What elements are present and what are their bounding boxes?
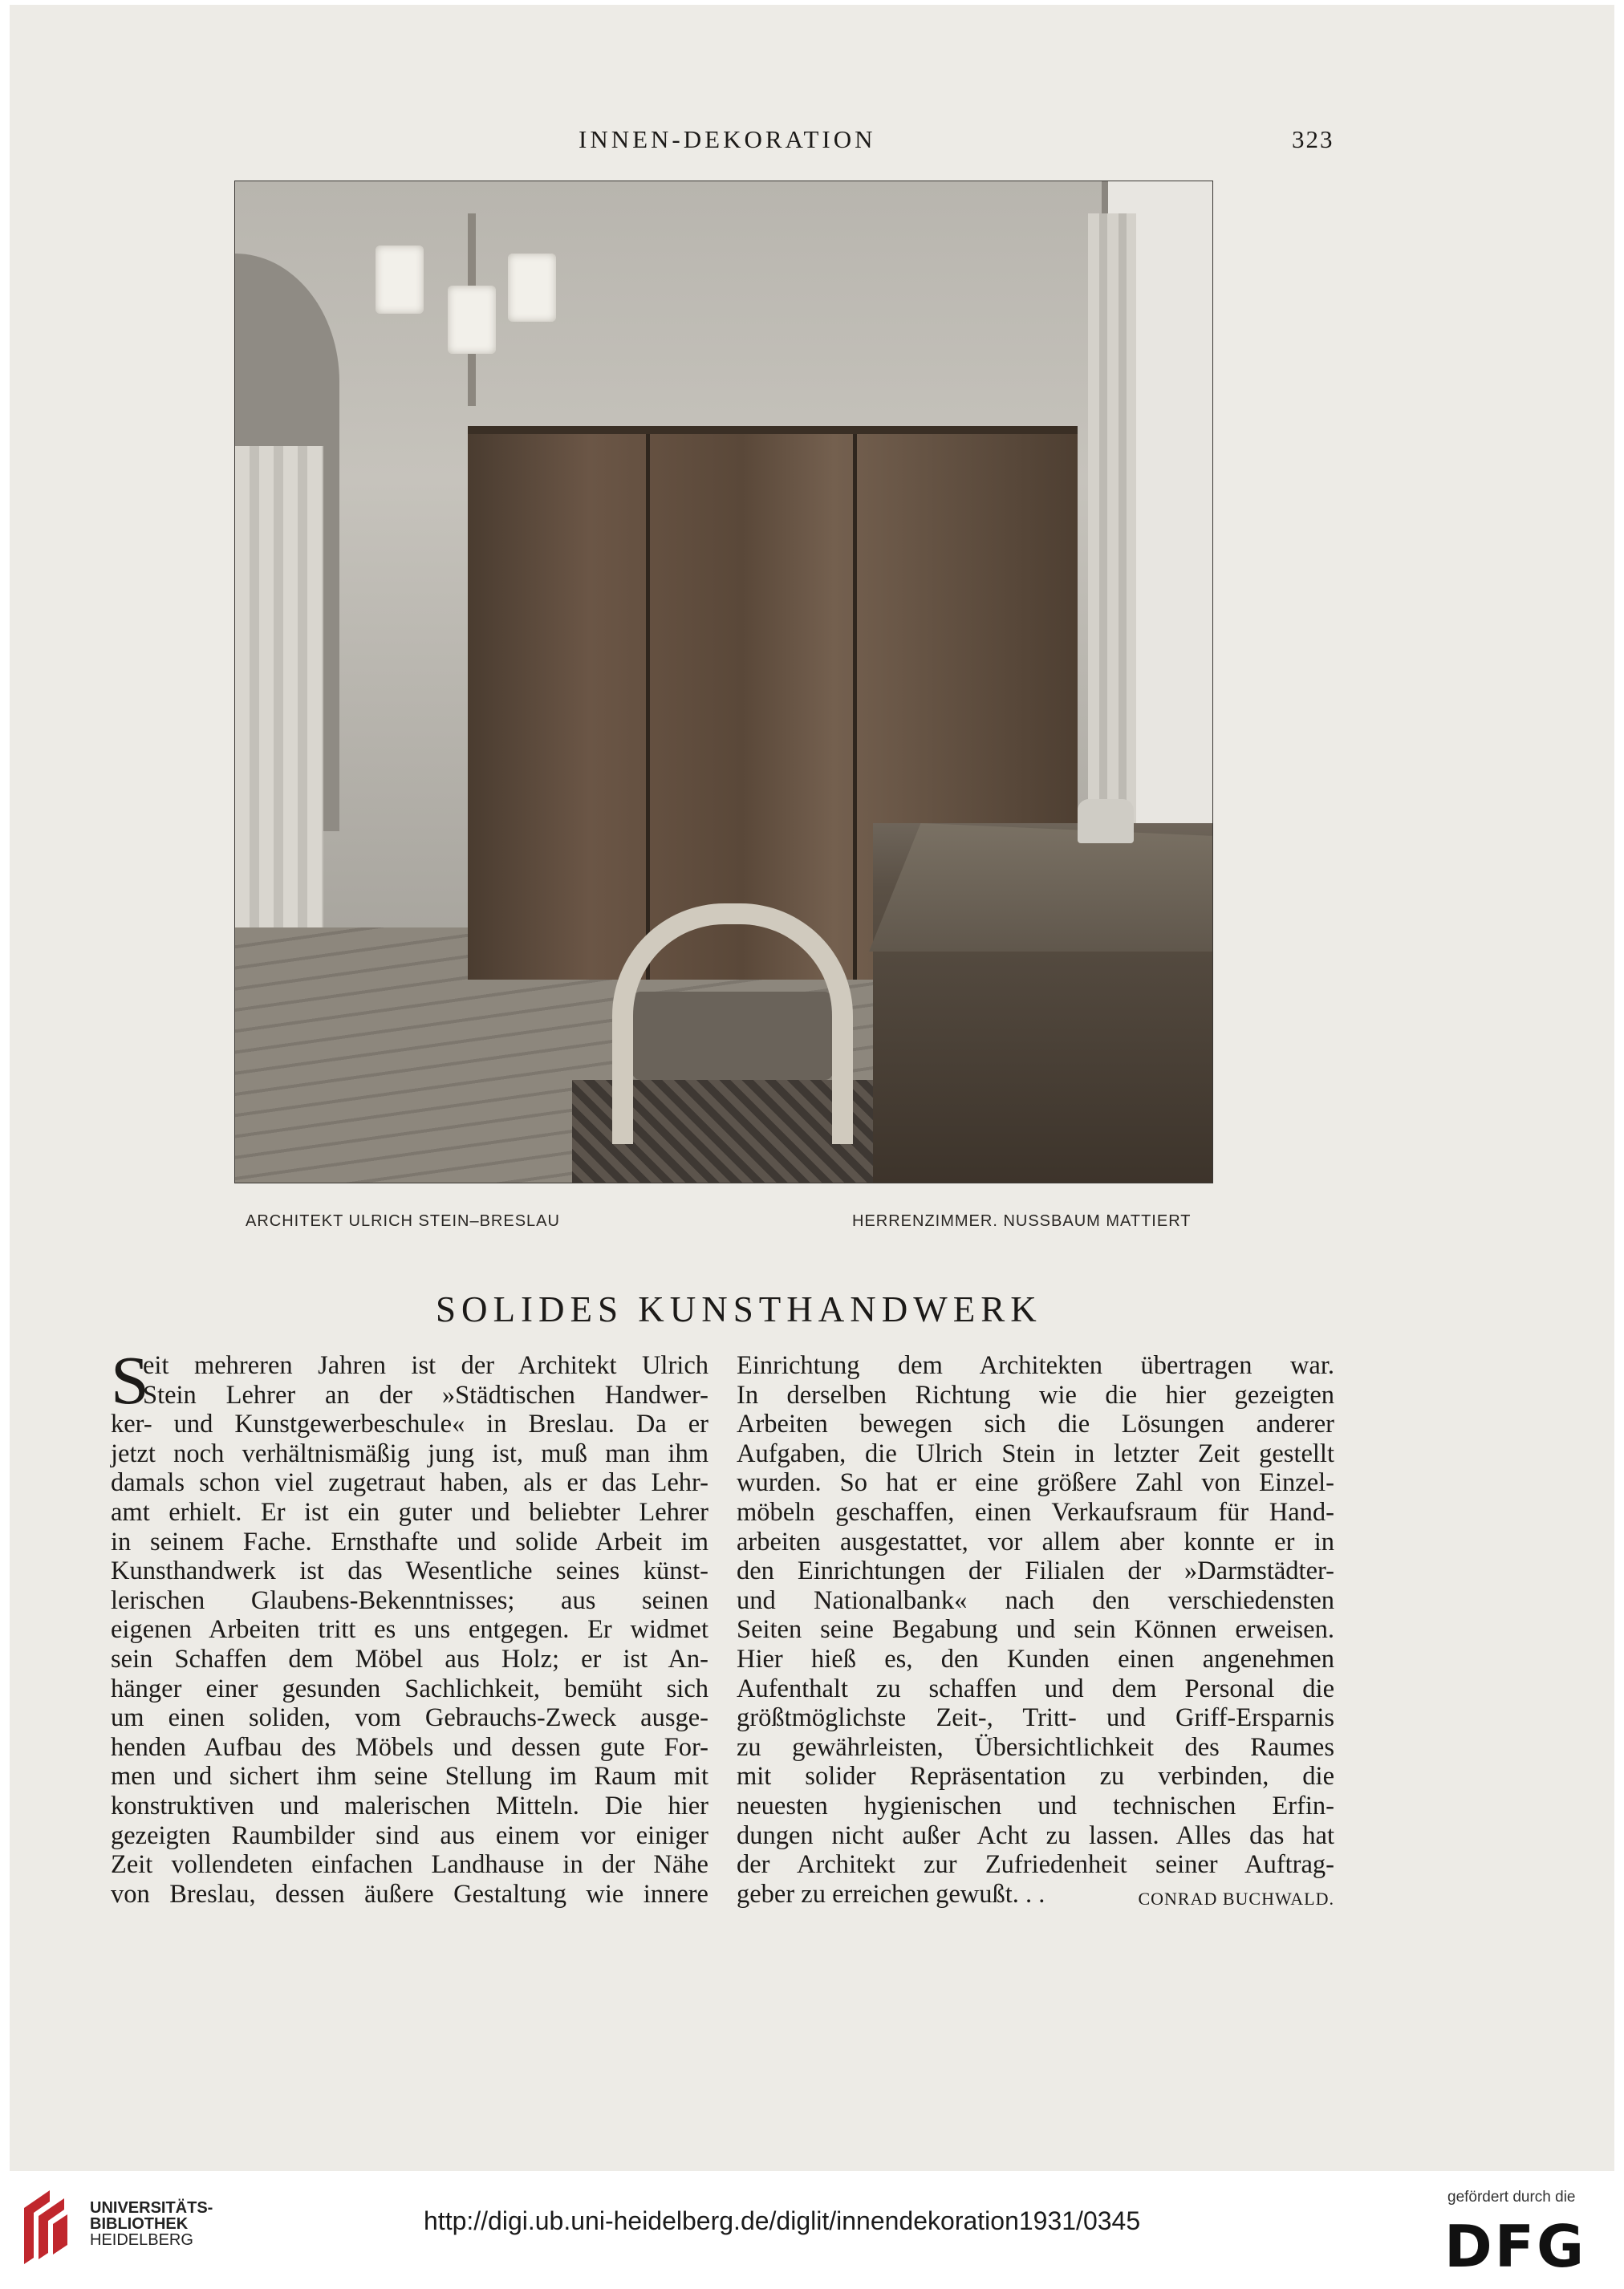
text-line: größtmöglichste Zeit-, Tritt- und Griff-Ersparnis — [737, 1703, 1334, 1733]
text-line: hänger einer gesunden Sachlichkeit, bemüht sich — [111, 1674, 708, 1703]
text-line: Aufgaben, die Ulrich Stein in letzter Zeit gestellt — [737, 1439, 1334, 1468]
text-line: jetzt noch verhältnismäßig jung ist, muß man ihm — [111, 1439, 708, 1468]
photo-credit: ARCHITEKT ULRICH STEIN–BRESLAU — [246, 1212, 560, 1230]
text-line: Arbeiten bewegen sich die Lösungen anderer — [737, 1410, 1334, 1439]
article-column-right — [737, 1351, 1334, 1909]
text-line: lerischen Glaubens-Bekenntnisses; aus seinen — [111, 1585, 708, 1615]
text-line-final — [737, 1880, 1334, 1910]
text-line: zu gewährleisten, Übersichtlichkeit des Raumes — [737, 1732, 1334, 1762]
text-line: In derselben Richtung wie die hier gezeigten — [737, 1380, 1334, 1410]
text-line: und Nationalbank« nach den verschiedensten — [737, 1585, 1334, 1615]
library-name-line: UNIVERSITÄTS- — [90, 2199, 213, 2217]
text-line: eit mehreren Jahren ist der Architekt Ulrich — [143, 1351, 708, 1380]
page-number: 323 — [1292, 125, 1334, 153]
text-line: arbeiten ausgestattet, vor allem aber konnte er in — [737, 1527, 1334, 1556]
running-title: INNEN-DEKORATION — [579, 125, 876, 153]
photo-desk-top — [869, 823, 1213, 952]
text-line: neuesten hygienischen und technischen Erfin- — [737, 1791, 1334, 1820]
text-line: konstruktiven und malerischen Mitteln. Die hier — [111, 1791, 708, 1820]
photo-caption: HERRENZIMMER. NUSSBAUM MATTIERT — [852, 1212, 1192, 1230]
permalink[interactable]: http://digi.ub.uni-heidelberg.de/diglit/innendekoration1931/0345 — [424, 2206, 1141, 2235]
text-line: möbeln geschaffen, einen Verkaufsraum für Hand- — [737, 1497, 1334, 1527]
text-line: Kunsthandwerk ist das Wesentliche seines künst- — [111, 1556, 708, 1586]
text-line: der Architekt zur Zufriedenheit seiner Auftrag- — [737, 1850, 1334, 1880]
photo-chair — [612, 903, 853, 1144]
photo-lamp-shade — [376, 246, 424, 314]
article-title: SOLIDES KUNSTHANDWERK — [436, 1289, 1042, 1329]
wardrobe-door-line — [646, 434, 650, 980]
text-line: Stein Lehrer an der »Städtischen Handwer- — [143, 1380, 708, 1410]
scanned-page — [10, 5, 1614, 2171]
text-line: amt erhielt. Er ist ein guter und beliebter Lehrer — [111, 1497, 708, 1527]
photo-telephone — [1078, 799, 1134, 843]
library-logo-icon — [18, 2184, 74, 2267]
photo-lamp-shade — [508, 254, 556, 322]
text-line: ker- und Kunstgewerbeschule« in Breslau. Da er — [111, 1410, 708, 1439]
interior-photograph — [234, 181, 1213, 1183]
text-line: den Einrichtungen der Filialen der »Darmstädter- — [737, 1556, 1334, 1586]
text-line: Aufenthalt zu schaffen und dem Personal die — [737, 1674, 1334, 1703]
closing-text: geber zu erreichen gewußt. . . — [737, 1879, 1045, 1909]
funding-label: gefördert durch die — [1447, 2189, 1576, 2206]
text-line: mit solider Repräsentation zu verbinden, die — [737, 1762, 1334, 1792]
author-signature: CONRAD BUCHWALD. — [1138, 1888, 1334, 1909]
text-line: Zeit vollendeten einfachen Landhause in der Nähe — [111, 1850, 708, 1880]
text-line: um einen soliden, vom Gebrauchs-Zweck ausge- — [111, 1703, 708, 1733]
text-line: Seiten seine Begabung und sein Können erweisen. — [737, 1615, 1334, 1645]
text-line: in seinem Fache. Ernsthafte und solide Arbeit im — [111, 1527, 708, 1556]
text-line: eigenen Arbeiten tritt es uns entgegen. Er widmet — [111, 1615, 708, 1645]
drop-cap: S — [111, 1341, 149, 1418]
text-line: gezeigten Raumbilder sind aus einem vor einiger — [111, 1820, 708, 1850]
text-line: dungen nicht außer Acht zu lassen. Alles das hat — [737, 1820, 1334, 1850]
text-line: Hier hieß es, den Kunden einen angenehmen — [737, 1644, 1334, 1674]
library-name — [90, 2200, 213, 2248]
text-line: men und sichert ihm seine Stellung im Raum mit — [111, 1762, 708, 1792]
text-line: wurden. So hat er eine größere Zahl von Einzel- — [737, 1468, 1334, 1498]
wardrobe-door-line — [853, 434, 857, 980]
text-line: sein Schaffen dem Möbel aus Holz; er ist An- — [111, 1644, 708, 1674]
photo-curtain-left — [235, 446, 323, 944]
article-column-left — [111, 1341, 708, 1909]
library-name-line: HEIDELBERG — [90, 2231, 193, 2249]
text-line: damals schon viel zugetraut haben, als er das Lehr- — [111, 1468, 708, 1498]
digitization-footer — [0, 2171, 1624, 2289]
library-name-line: BIBLIOTHEK — [90, 2215, 189, 2233]
text-line: henden Aufbau des Möbels und dessen gute For- — [111, 1732, 708, 1762]
photo-lamp-shade — [448, 286, 496, 354]
text-line: Einrichtung dem Architekten übertragen war. — [737, 1351, 1334, 1380]
text-line: von Breslau, dessen äußere Gestaltung wie innere — [111, 1879, 708, 1909]
dfg-logo: DFG — [1444, 2213, 1587, 2280]
